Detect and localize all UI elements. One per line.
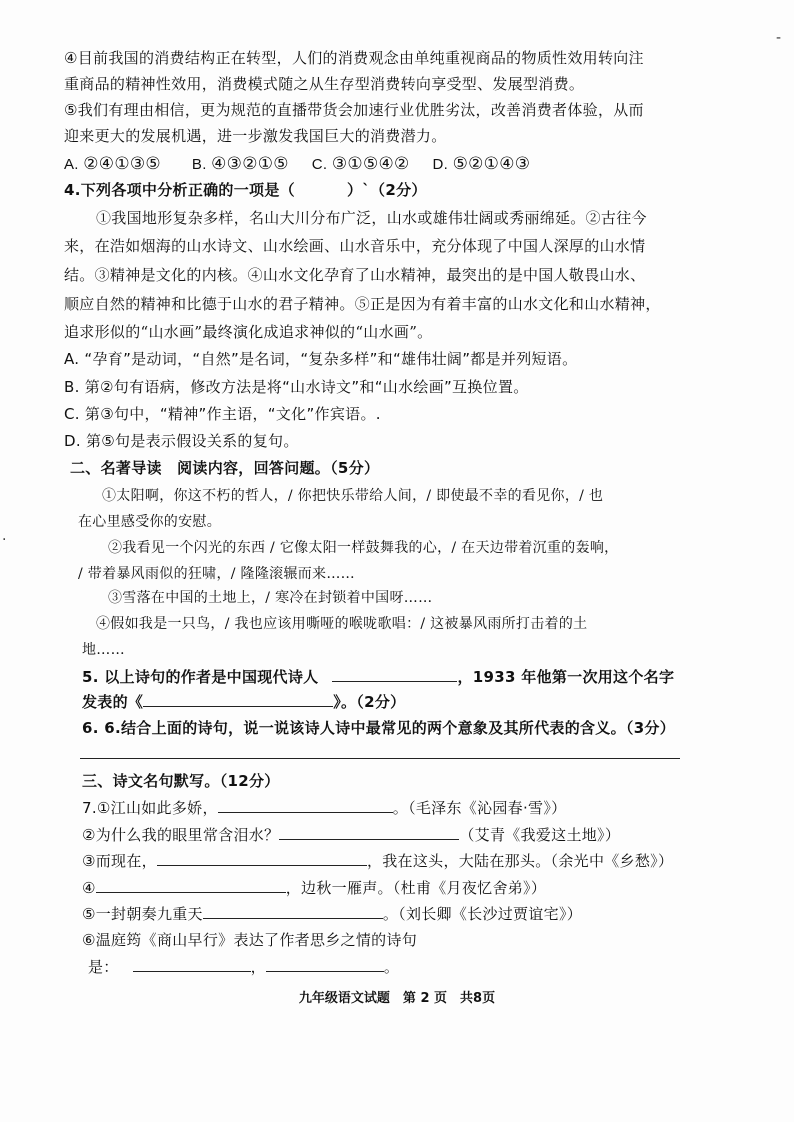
item5-line1: ⑤我们有理由相信，更为规范的直播带货会加速行业优胜劣汰，改善消费者体验，从而 — [64, 101, 644, 119]
poem-line: 在心里感受你的安慰。 — [78, 514, 221, 530]
q5-line2: 发表的《 》。（2分） — [82, 693, 406, 711]
q4-passage-line: 来，在浩如烟海的山水诗文、山水绘画、山水音乐中，充分体现了中国人深厚的山水情 — [64, 237, 646, 255]
q6-answer-line[interactable] — [80, 758, 680, 759]
poem-line: ④假如我是一只鸟，/ 我也应该用嘶哑的喉咙歌唱：/ 这被暴风雨所打击着的土 — [96, 616, 588, 632]
recite-blank[interactable] — [157, 850, 367, 866]
q6-question: 6. 6.结合上面的诗句，说一说该诗人诗中最常见的两个意象及其所代表的含义。（3分） — [82, 719, 676, 737]
recite-line-4: ④ ，边秋一雁声。（杜甫《月夜忆舍弟》） — [82, 879, 547, 897]
recite-blank[interactable] — [133, 956, 251, 972]
recite-blank[interactable] — [218, 797, 393, 813]
option-b[interactable]: B. ④③②①⑤ — [191, 154, 289, 173]
option-c[interactable]: C. ③①⑤④② — [311, 154, 410, 173]
recite-blank[interactable] — [96, 877, 286, 893]
poet-name-blank[interactable] — [332, 666, 457, 682]
page-footer: 九年级语文试题 第 2 页 共8页 — [298, 991, 496, 1006]
q4-passage-line: 结。③精神是文化的内核。④山水文化孕育了山水精神，最突出的是中国人敬畏山水、 — [64, 266, 646, 284]
q5-line1: 5. 以上诗句的作者是中国现代诗人 ，1933 年他第一次用这个名字 — [82, 668, 675, 686]
edge-mark: - — [776, 30, 782, 46]
q4-passage-line: ①我国地形复杂多样，名山大川分布广泛，山水或雄伟壮阔或秀丽绵延。②古往今 — [96, 209, 647, 227]
q4-choice-d[interactable]: D. 第⑤句是表示假设关系的复句。 — [64, 432, 299, 450]
recite-line-2: ②为什么我的眼里常含泪水？ （艾青《我爱这土地》） — [82, 826, 621, 844]
recite-blank[interactable] — [203, 903, 383, 919]
recite-line-3: ③而现在， ，我在这头，大陆在那头。（余光中《乡愁》） — [82, 852, 674, 870]
section2-heading: 二、名著导读 阅读内容，回答问题。（5分） — [70, 459, 380, 477]
poem-line: / 带着暴风雨似的狂啸，/ 隆隆滚辗而来…… — [78, 566, 355, 582]
section3-heading: 三、诗文名句默写。（12分） — [82, 772, 280, 790]
recite-line-1: 7.①江山如此多娇， 。（毛泽东《沁园春·雪》） — [82, 799, 567, 817]
poem-line: ②我看见一个闪光的东西 / 它像太阳一样鼓舞我的心，/ 在天边带着沉重的轰响， — [108, 540, 619, 556]
q4-passage-line: 顺应自然的精神和比德于山水的君子精神。⑤正是因为有着丰富的山水文化和山水精神， — [64, 295, 661, 313]
q4-choice-b[interactable]: B. 第②句有语病，修改方法是将“山水诗文”和“山水绘画”互换位置。 — [64, 378, 529, 396]
edge-mark: · — [2, 532, 7, 548]
option-a[interactable]: A. ②④①③⑤ — [64, 154, 161, 173]
item5-line2: 迎来更大的发展机遇，进一步激发我国巨大的消费潜力。 — [64, 127, 447, 145]
poem-line: ③雪落在中国的土地上，/ 寒冷在封锁着中国呀…… — [108, 590, 433, 606]
item4-line1: ④目前我国的消费结构正在转型，人们的消费观念由单纯重视商品的物质性效用转向注 — [64, 49, 644, 67]
recite-line-6: ⑥温庭筠《商山早行》表达了作者思乡之情的诗句 — [82, 931, 418, 949]
q4-choice-a[interactable]: A. “孕育”是动词，“自然”是名词，“复杂多样”和“雄伟壮阔”都是并列短语。 — [64, 350, 578, 368]
q4-passage-line: 追求形似的“山水画”最终演化成追求神似的“山水画”。 — [64, 323, 433, 341]
recite-line-5: ⑤一封朝奏九重天 。（刘长卿《长沙过贾谊宅》） — [82, 905, 583, 923]
q3-options — [64, 154, 530, 175]
recite-blank[interactable] — [279, 824, 459, 840]
recite-line-7: 是： ， 。 — [88, 958, 400, 976]
recite-blank[interactable] — [266, 956, 384, 972]
option-d[interactable]: D. ⑤②①④③ — [432, 154, 531, 173]
q4-choice-c[interactable]: C. 第③句中，“精神”作主语，“文化”作宾语。. — [64, 405, 381, 423]
item4-line2: 重商品的精神性效用，消费模式随之从生存型消费转向享受型、发展型消费。 — [64, 75, 585, 93]
poem-line: ①太阳啊，你这不朽的哲人，/ 你把快乐带给人间，/ 即使最不幸的看见你，/ 也 — [102, 488, 604, 504]
poem-line: 地…… — [82, 642, 125, 658]
poem-title-blank[interactable] — [143, 691, 333, 707]
q4-stem: 4.下列各项中分析正确的一项是（ ）`（2分） — [64, 181, 427, 199]
